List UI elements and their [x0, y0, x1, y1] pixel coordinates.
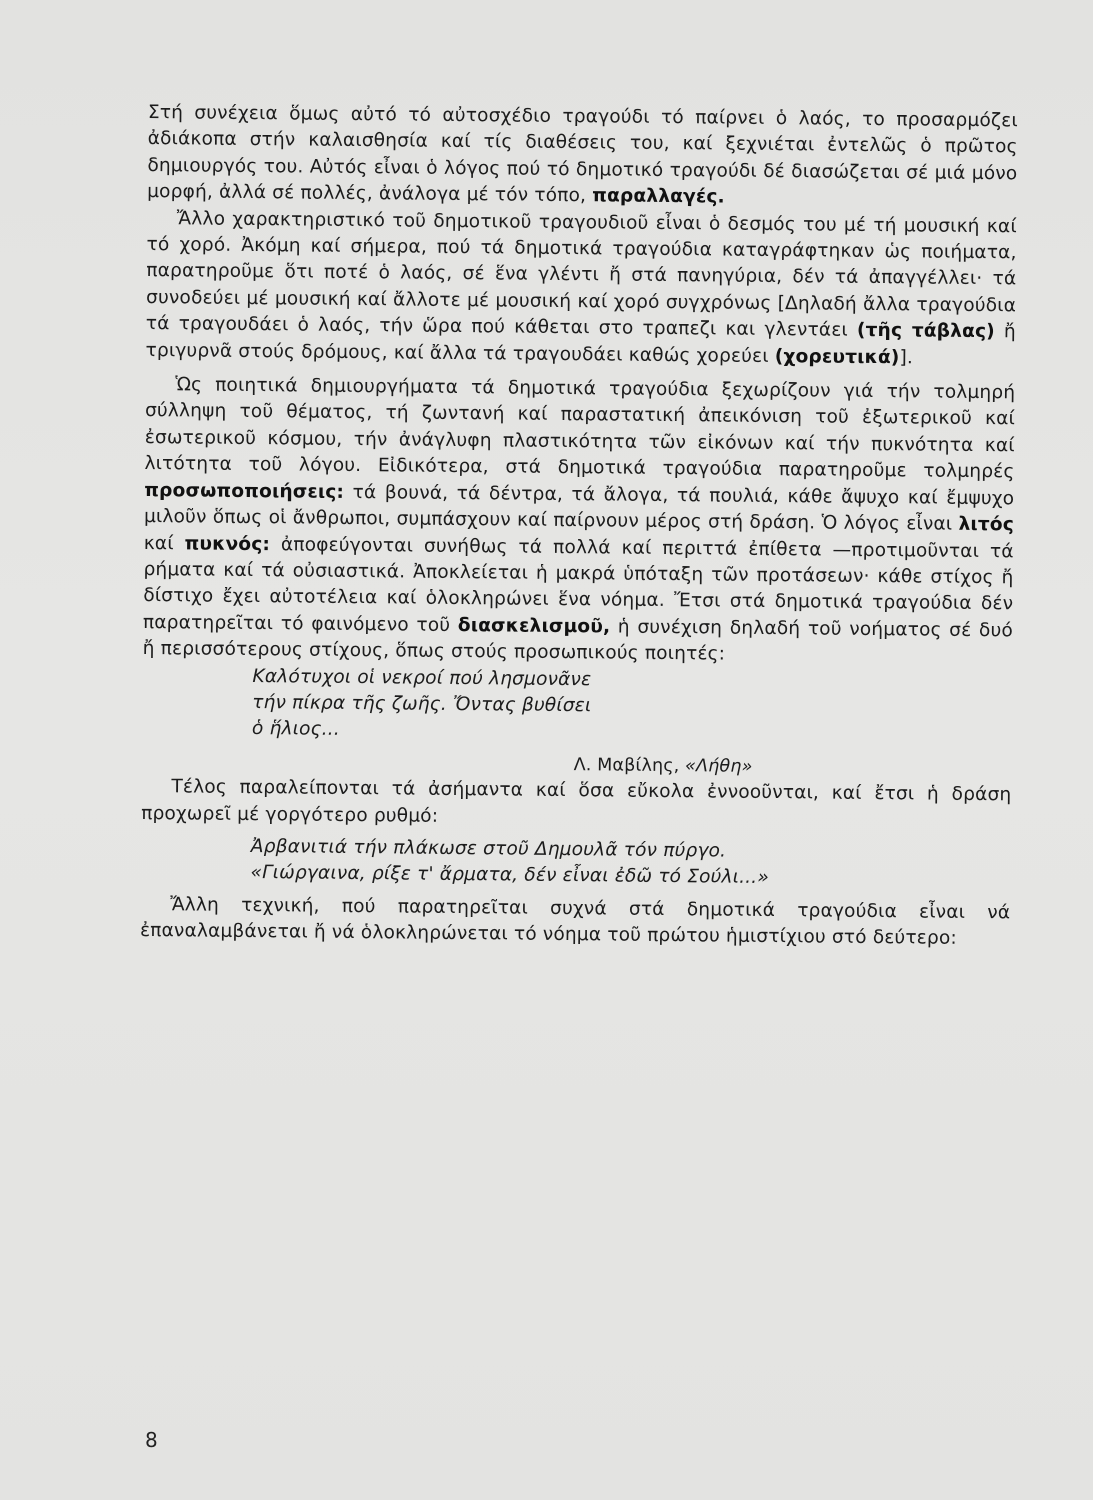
bold-term: (χορευτικά)	[774, 345, 900, 368]
bold-term: λιτός	[958, 513, 1015, 536]
verse-quote-2	[140, 833, 1010, 894]
verse-quote-1	[142, 663, 1013, 751]
bold-term: διασκελισμοῦ,	[457, 614, 611, 638]
quote-work-title: «Λήθη»	[685, 755, 753, 777]
verse-line: τήν πίκρα τῆς ζωῆς. Ὄντας βυθίσει	[252, 691, 592, 717]
paragraph-3	[143, 372, 1016, 671]
verse-line: Ἀρβανιτιά τήν πλάκωσε στοῦ Δημουλᾶ τόν πύργο.	[250, 835, 727, 862]
verse-line: Καλότυχοι οἱ νεκροί πού λησμονᾶνε	[252, 665, 592, 690]
paragraph-text: Ἄλλο χαρακτηριστικό τοῦ δημοτικοῦ τραγουδιοῦ εἶναι ὁ δεσμός του μέ τή μουσική καί τό χορό. Ἀκόμη καί σήμερα, πού τά δημοτικά τραγούδια καταγράφτηκαν ὡς ποιήματα, παρατηροῦμε ὅτι ποτέ ὁ λαός, σέ ἕνα γλέντι ἤ στά πανηγύρια, δέν τά ἀπαγγέλλει· τά συνοδεύει μέ μουσική καί ἄλλοτε μέ μουσική καί χορό συγχρόνως [Δηλαδή ἄλλα τραγούδια τά τραγουδάει ὁ λαός, τήν ὥρα πού κάθεται στο τραπεζι και γλεντάει	[145, 207, 1017, 342]
bold-term: προσωποποιήσεις:	[144, 479, 345, 503]
verse-line: «Γιώργαινα, ρίξε τ' ἄρματα, δέν εἶναι ἐδῶ τό Σούλι...»	[250, 862, 770, 889]
paragraph-text: καί	[143, 532, 185, 554]
paragraph-text: ἀποφεύγονται συνήθως τά πολλά καί περιττά ἐπίθετα —προτιμοῦνται τά ρήματα καί τά οὐσιαστικά. Ἀποκλείεται ἡ μακρά ὑπόταξη τῶν προτάσεων· κάθε στίχος ἤ δίστιχο ἔχει αὐτοτέλεια καί ὁλοκληρώνει ἕνα νόημα. Ἔτσι στά δημοτικά τραγούδια δέν παρατηρεῖται τό φαινόμενο τοῦ	[142, 533, 1014, 636]
quote-author: Λ. Μαβίλης,	[573, 754, 686, 776]
paragraph-4: Τέλος παραλείπονται τά ἀσήμαντα καί ὅσα εὔκολα ἐννοοῦνται, καί ἔτσι ἡ δράση προχωρεῖ μέ γοργότερο ρυθμό:	[141, 776, 1012, 827]
paragraph-5: Ἄλλη τεχνική, πού παρατηρεῖται συχνά στά δημοτικά τραγούδια εἶναι νά ἐπαναλαμβάνεται ἤ νά ὁλοκληρώνεται τό νόημα τοῦ πρώτου ἡμιστίχιου στό δεύτερο:	[139, 894, 1011, 949]
paragraph-2	[145, 206, 1016, 373]
bold-term: πυκνός:	[184, 532, 271, 555]
paragraph-text: Ὡς ποιητικά δημιουργήματα τά δημοτικά τραγούδια ξεχωρίζουν γιά τήν τολμηρή σύλληψη τοῦ θέματος, τή ζωντανή καί παραστατική ἀπεικόνιση τοῦ ἐξωτερικοῦ καί ἐσωτερικοῦ κόσμου, τήν ἀνάγλυφη πλαστικότητα τῶν εἰκόνων καί τήν πυκνότητα καί λιτότητα τοῦ λόγου. Εἰδικότερα, στά δημοτικά τραγούδια παρατηροῦμε τολμηρές	[144, 374, 1016, 483]
text-block	[140, 100, 1018, 953]
paragraph-text: Στή συνέχεια ὅμως αὐτό τό αὐτοσχέδιο τραγούδι τό παίρνει ὁ λαός, το προσαρμόζει ἀδιάκοπα στήν καλαισθησία καί τίς διαθέσεις του, καί ξεχνιέται ἐντελῶς ὁ πρῶτος δημιουργός του. Αὐτός εἶναι ὁ λόγος πού τό δημοτικό τραγούδι δέ διασώζεται σέ μιά μόνο μορφή, ἀλλά σέ πολλές, ἀνάλογα μέ τόν τόπο,	[147, 101, 1018, 207]
verse-line: ὁ ἥλιος...	[251, 718, 340, 741]
paragraph-text: ἤ τριγυρνᾶ στούς δρόμους, καί ἄλλα τά τραγουδάει καθώς χορεύει	[145, 321, 1016, 367]
bold-term: (τῆς τάβλας)	[856, 320, 995, 343]
paragraph-text: ἡ συνέχιση δηλαδή τοῦ νοήματος σέ δυό ἤ περισσότερους στίχους, ὅπως στούς προσωπικούς ποιητές:	[142, 616, 1014, 665]
paragraph-1	[147, 100, 1018, 214]
paragraph-text: ].	[899, 346, 914, 369]
bold-term: παραλλαγές.	[592, 185, 725, 208]
page-number: 8	[145, 1428, 158, 1452]
paragraph-text: τά βουνά, τά δέντρα, τά ἄλογα, τά πουλιά, κάθε ἄψυχο καί ἔμψυχο μιλοῦν ὅπως οἱ ἄνθρωποι, συμπάσχουν καί παίρνουν μέρος στή δράση. Ὁ λόγος εἶναι	[143, 481, 1015, 535]
